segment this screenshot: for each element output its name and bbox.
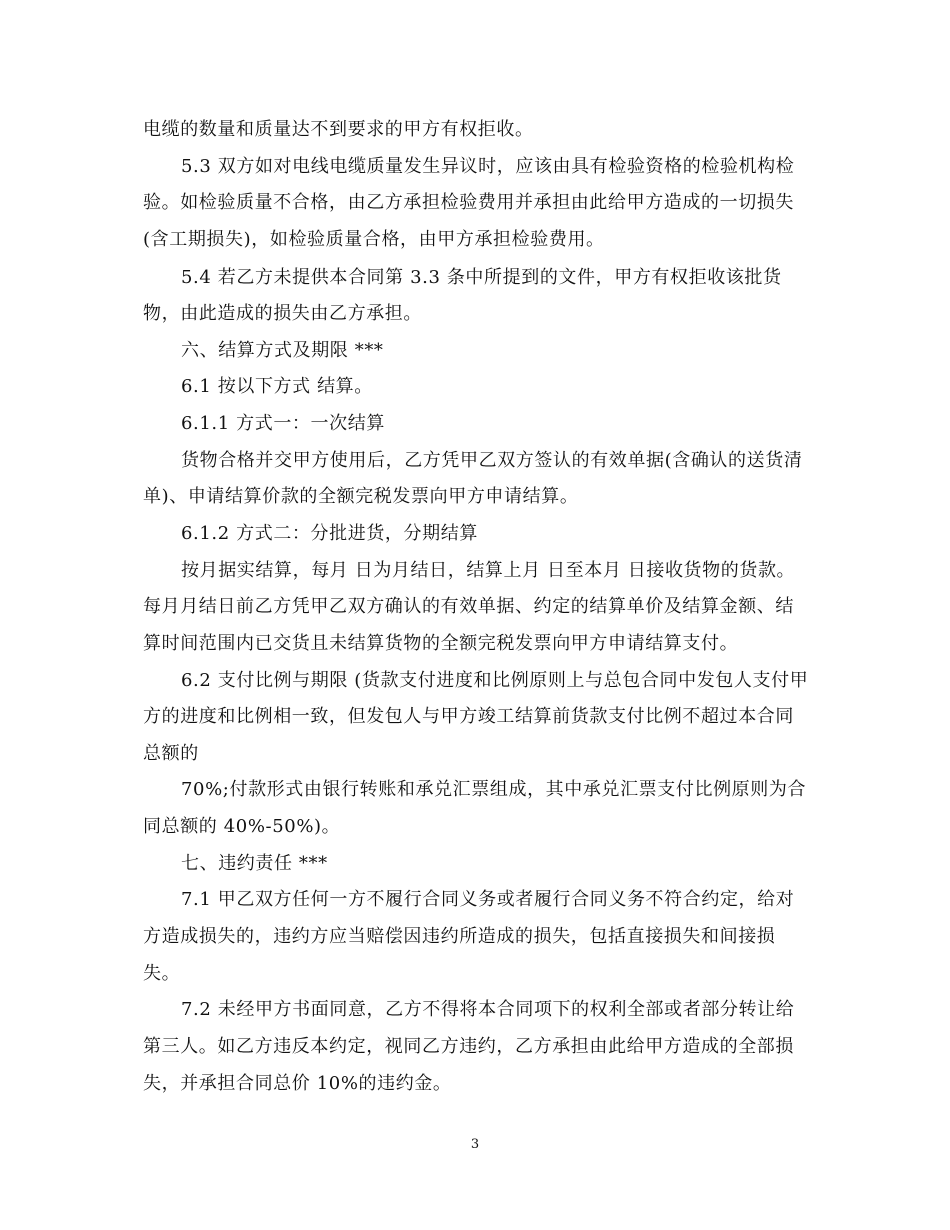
body-text-line: 物，由此造成的损失由乙方承担。 — [143, 303, 422, 324]
body-text-line: 失。 — [143, 963, 181, 984]
body-text-line: 失，并承担合同总价 10%的违约金。 — [143, 1073, 452, 1094]
body-text-line: 6.1.2 方式二：分批进货，分期结算 — [181, 523, 478, 544]
body-text-line: 总额的 — [143, 743, 199, 764]
body-text-line: 6.1 按以下方式 结算。 — [181, 376, 373, 397]
body-text-line: 算时间范围内已交货且未结算货物的全额完税发票向甲方申请结算支付。 — [143, 633, 739, 654]
section-heading: 六、结算方式及期限 *** — [181, 340, 384, 361]
body-text-line: 第三人。如乙方违反本约定，视同乙方违约，乙方承担由此给甲方造成的全部损 — [143, 1036, 794, 1057]
body-text-line: 5.3 双方如对电线电缆质量发生异议时，应该由具有检验资格的检验机构检 — [181, 156, 795, 177]
body-text-line: 按月据实结算，每月 日为月结日，结算上月 日至本月 日接收货物的货款。 — [181, 560, 796, 581]
body-text-line: 方的进度和比例相一致，但发包人与甲方竣工结算前货款支付比例不超过本合同 — [143, 706, 794, 727]
body-text-line: 同总额的 40%-50%)。 — [143, 816, 341, 837]
body-text-line: (含工期损失)，如检验质量合格，由甲方承担检验费用。 — [143, 229, 605, 250]
body-text-line: 货物合格并交甲方使用后，乙方凭甲乙双方签认的有效单据(含确认的送货清 — [181, 450, 803, 471]
page-number: 3 — [470, 1137, 480, 1152]
section-heading: 七、违约责任 *** — [181, 853, 328, 874]
body-text-line: 验。如检验质量不合格，由乙方承担检验费用并承担由此给甲方造成的一切损失 — [143, 192, 794, 213]
body-text-line: 方造成损失的，违约方应当赔偿因违约所造成的损失，包括直接损失和间接损 — [143, 926, 776, 947]
body-text-line: 5.4 若乙方未提供本合同第 3.3 条中所提到的文件，甲方有权拒收该批货 — [181, 267, 782, 288]
body-text-line: 单)、申请结算价款的全额完税发票向甲方申请结算。 — [143, 486, 579, 507]
body-text-line: 7.1 甲乙双方任何一方不履行合同义务或者履行合同义务不符合约定，给对 — [181, 889, 795, 910]
body-text-line: 6.1.1 方式一：一次结算 — [181, 413, 385, 434]
body-text-line: 7.2 未经甲方书面同意，乙方不得将本合同项下的权利全部或者部分转让给 — [181, 999, 795, 1020]
body-text-line: 6.2 支付比例与期限 (货款支付进度和比例原则上与总包合同中发包人支付甲 — [181, 670, 809, 691]
body-text-line: 电缆的数量和质量达不到要求的甲方有权拒收。 — [143, 119, 534, 140]
body-text-line: 70%;付款形式由银行转账和承兑汇票组成，其中承兑汇票支付比例原则为合 — [181, 779, 807, 800]
body-text-line: 每月月结日前乙方凭甲乙双方确认的有效单据、约定的结算单价及结算金额、结 — [143, 596, 794, 617]
